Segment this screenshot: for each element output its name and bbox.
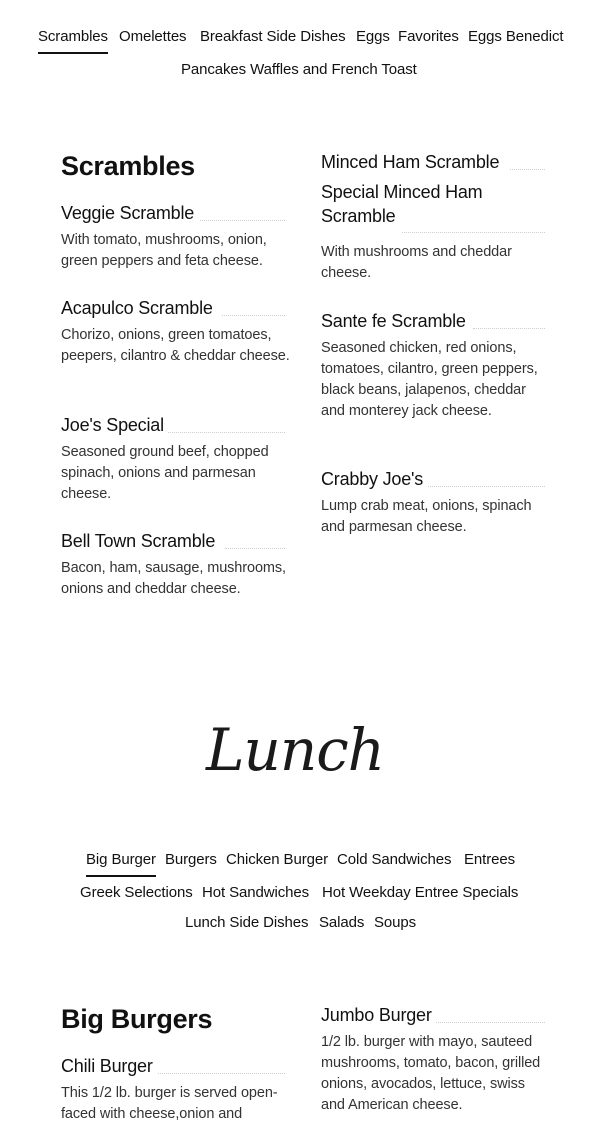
menu-item-title: Minced Ham Scramble [321,150,545,174]
dotted-leader [158,1073,285,1074]
menu-item-title: Joe's Special [61,413,285,437]
tab-favorites[interactable]: Favorites [398,28,459,45]
tab-greek-selections[interactable]: Greek Selections [80,884,193,901]
tab-pancakes-waffles-french-toast[interactable]: Pancakes Waffles and French Toast [181,61,417,78]
tab-hot-sandwiches[interactable]: Hot Sandwiches [202,884,309,901]
menu-item-title: Acapulco Scramble [61,296,285,320]
menu-item-description: Bacon, ham, sausage, mushrooms, onions and cheddar cheese. [61,560,286,597]
tab-salads[interactable]: Salads [319,914,365,931]
tab-scrambles[interactable]: Scrambles [38,28,108,45]
dotted-leader [510,169,545,170]
dotted-leader [425,486,545,487]
tab-big-burger[interactable]: Big Burger [86,851,156,868]
menu-item-title: Chili Burger [61,1054,285,1078]
tab-cold-sandwiches[interactable]: Cold Sandwiches [337,851,452,868]
tab-entrees[interactable]: Entrees [464,851,515,868]
menu-item-title: Jumbo Burger [321,1003,545,1027]
menu-item-title: Crabby Joe's [321,467,545,491]
menu-item-description: With mushrooms and cheddar cheese. [321,244,512,281]
menu-item-title: Special Minced Ham Scramble [321,182,483,226]
tab-omelettes[interactable]: Omelettes [119,28,187,45]
section-title: Scrambles [61,151,195,181]
tab-lunch-side-dishes[interactable]: Lunch Side Dishes [185,914,309,931]
dotted-leader [222,315,285,316]
dotted-leader [225,548,285,549]
tab-chicken-burger[interactable]: Chicken Burger [226,851,328,868]
menu-item-title: Veggie Scramble [61,201,285,225]
tab-hot-weekday-entree-specials[interactable]: Hot Weekday Entree Specials [322,884,519,901]
tab-soups[interactable]: Soups [374,914,417,931]
menu-item-description: 1/2 lb. burger with mayo, sauteed mushrooms, tomato, bacon, grilled onions, avocados, lettuce, swiss and American cheese. [321,1034,541,1113]
dotted-leader [436,1022,545,1023]
tab-eggs-benedict[interactable]: Eggs Benedict [468,28,564,45]
menu-item-description: Seasoned ground beef, chopped spinach, onions and parmesan cheese. [61,444,269,502]
menu-item-description: This 1/2 lb. burger is served open-faced with cheese,onion and [61,1085,278,1122]
dotted-leader [402,232,545,233]
dotted-leader [164,432,285,433]
dotted-leader [200,220,285,221]
menu-item-description: Seasoned chicken, red onions, tomatoes, cilantro, green peppers, black beans, jalapenos, cheddar and monterey jack cheese. [321,340,538,419]
menu-item-description: Lump crab meat, onions, spinach and parmesan cheese. [321,498,532,535]
menu-item-description: With tomato, mushrooms, onion, green peppers and feta cheese. [61,232,267,269]
section-title: Big Burgers [61,1004,213,1034]
dotted-leader [473,328,545,329]
menu-item-title: Bell Town Scramble [61,529,285,553]
menu-item-description: Chorizo, onions, green tomatoes, peepers, cilantro & cheddar cheese. [61,327,290,364]
tab-burgers[interactable]: Burgers [165,851,217,868]
tab-breakfast-side-dishes[interactable]: Breakfast Side Dishes [200,28,346,45]
menu-item-title: Sante fe Scramble [321,309,545,333]
lunch-heading: Lunch [205,716,385,784]
tab-eggs[interactable]: Eggs [356,28,390,45]
